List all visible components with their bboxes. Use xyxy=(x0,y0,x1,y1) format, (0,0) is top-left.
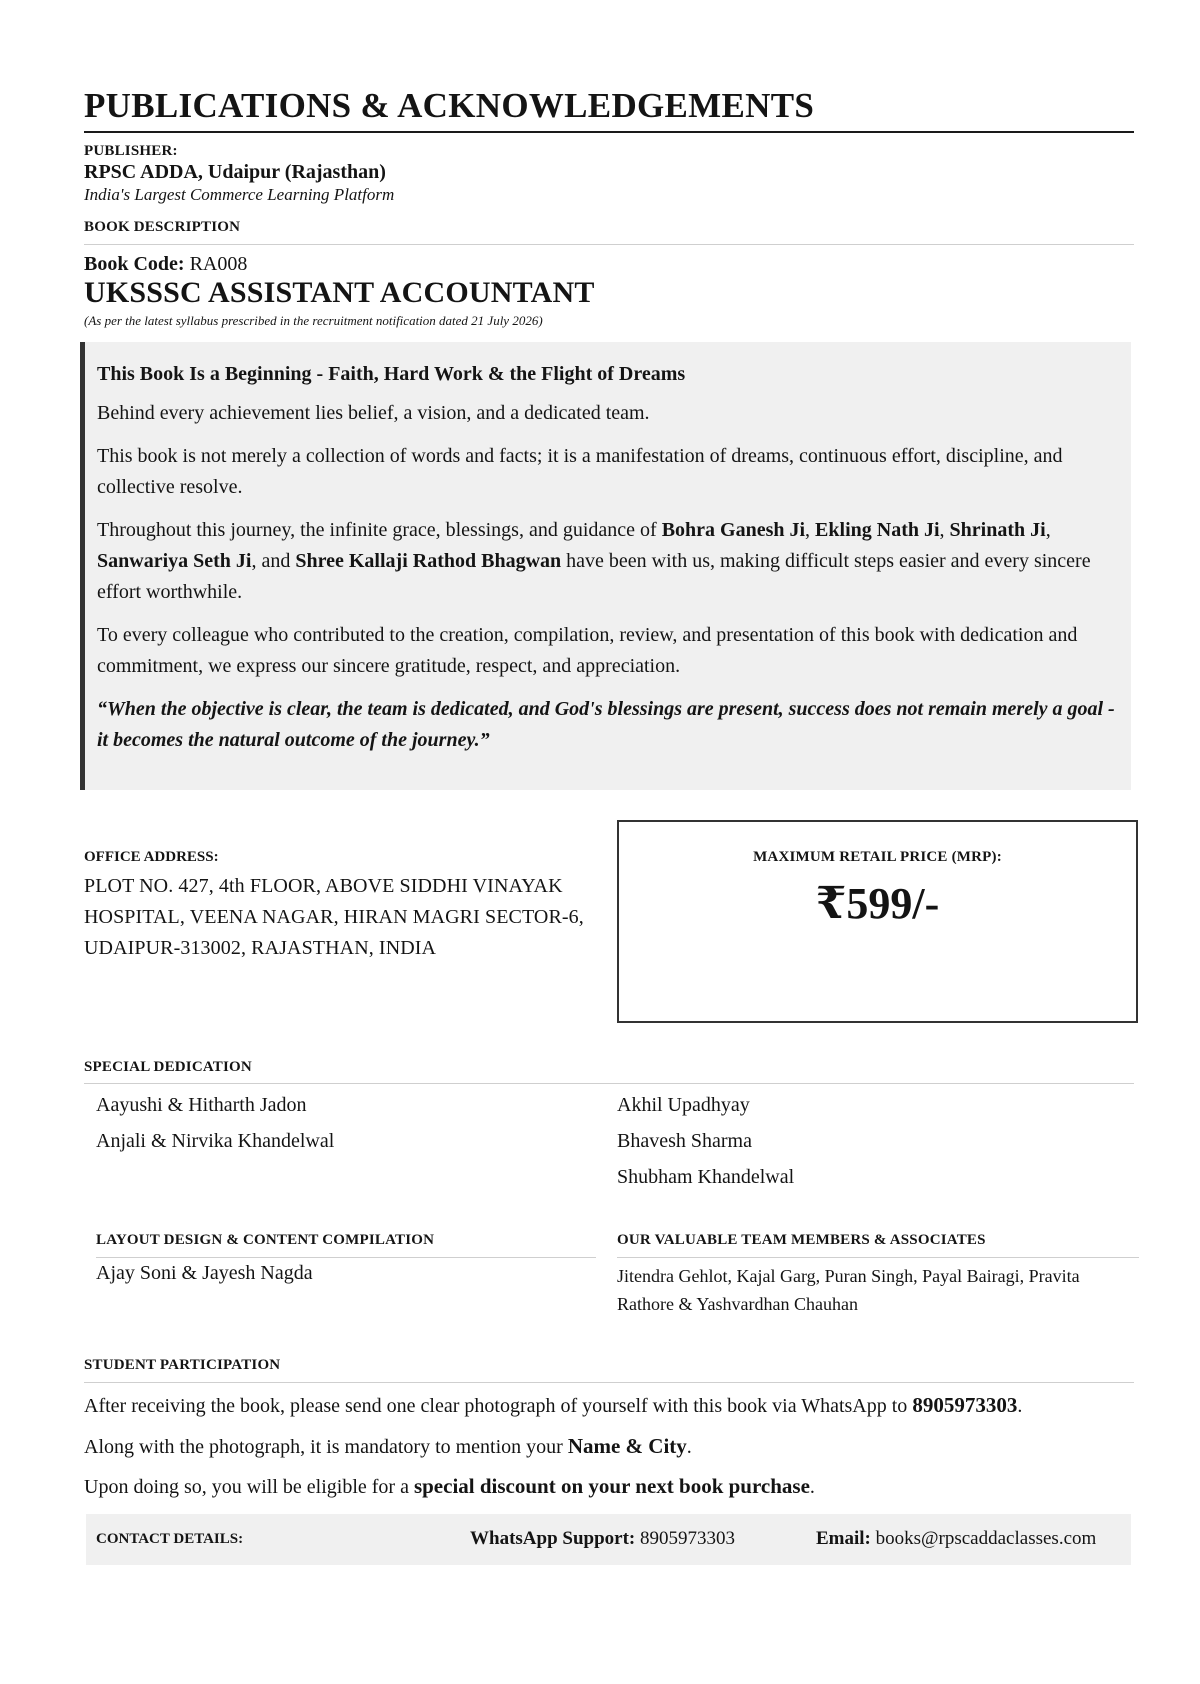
team-members-names: Jitendra Gehlot, Kajal Garg, Puran Singh, Payal Bairagi, Pravita Rathore & Yashvardhan Chauhan xyxy=(617,1266,1080,1314)
student-participation-label: STUDENT PARTICIPATION xyxy=(84,1357,281,1373)
mrp-box xyxy=(617,820,1138,1023)
acknowledgement-paragraph-4: To every colleague who contributed to the creation, compilation, review, and presentation of this book with dedication and commitment, we express our sincere gratitude, respect, and appreciation. xyxy=(97,624,1078,677)
mrp-label: MAXIMUM RETAIL PRICE (MRP): xyxy=(753,849,1002,865)
mrp-value: ₹599/- xyxy=(815,879,940,928)
publisher-tagline: India's Largest Commerce Learning Platform xyxy=(84,185,395,204)
layout-design-divider xyxy=(96,1257,596,1258)
book-syllabus-note: (As per the latest syllabus prescribed in the recruitment notification dated 21 July 2026) xyxy=(84,313,543,328)
name-city-emphasis: Name & City xyxy=(567,1434,687,1458)
contact-details-bar xyxy=(86,1514,1131,1565)
deity-name: Sanwariya Seth Ji xyxy=(97,550,252,572)
discount-emphasis: special discount on your next book purchase xyxy=(413,1474,810,1498)
office-address-label: OFFICE ADDRESS: xyxy=(84,849,219,865)
special-dedication-divider xyxy=(84,1083,1134,1084)
dedication-name: Akhil Upadhyay xyxy=(617,1094,750,1116)
deity-name: Ekling Nath Ji xyxy=(815,519,940,541)
deity-name: Shrinath Ji xyxy=(949,519,1046,541)
acknowledgement-quote: “When the objective is clear, the team is dedicated, and God's blessings are present, success does not remain merely a goal - it becomes the natural outcome of the journey.” xyxy=(97,698,1115,751)
dedication-name: Bhavesh Sharma xyxy=(617,1130,752,1152)
deity-name: Bohra Ganesh Ji xyxy=(661,519,806,541)
book-description-label: BOOK DESCRIPTION xyxy=(84,219,241,235)
acknowledgement-box xyxy=(80,342,1131,790)
layout-design-label: LAYOUT DESIGN & CONTENT COMPILATION xyxy=(96,1232,435,1248)
dedication-name: Shubham Khandelwal xyxy=(617,1166,795,1188)
contact-email-address: books@rpscaddaclasses.com xyxy=(875,1528,1097,1549)
student-instruction-1: After receiving the book, please send one clear photograph of yourself with this book via WhatsApp to 8905973303. xyxy=(84,1393,1023,1417)
book-code xyxy=(84,253,247,276)
office-address: PLOT NO. 427, 4th FLOOR, ABOVE SIDDHI VINAYAK HOSPITAL, VEENA NAGAR, HIRAN MAGRI SECTOR-6, UDAIPUR-313002, RAJASTHAN, INDIA xyxy=(84,875,584,959)
whatsapp-support-number: 8905973303 xyxy=(640,1528,735,1549)
book-title: UKSSSC ASSISTANT ACCOUNTANT xyxy=(84,276,595,309)
team-members-label: OUR VALUABLE TEAM MEMBERS & ASSOCIATES xyxy=(617,1232,986,1248)
acknowledgement-paragraph-2: This book is not merely a collection of words and facts; it is a manifestation of dreams, continuous effort, discipline, and collective resolve. xyxy=(97,445,1063,498)
student-instruction-2: Along with the photograph, it is mandatory to mention your Name & City. xyxy=(84,1434,692,1458)
contact-details-label: CONTACT DETAILS: xyxy=(96,1531,244,1547)
publisher-name: RPSC ADDA, Udaipur (Rajasthan) xyxy=(84,161,386,183)
acknowledgement-heading: This Book Is a Beginning - Faith, Hard Work & the Flight of Dreams xyxy=(97,363,686,385)
whatsapp-support: WhatsApp Support: 8905973303 xyxy=(470,1528,735,1549)
page-title: PUBLICATIONS & ACKNOWLEDGEMENTS xyxy=(84,86,815,125)
student-participation-divider xyxy=(84,1382,1134,1383)
title-divider xyxy=(84,131,1134,133)
whatsapp-number: 8905973303 xyxy=(912,1393,1018,1417)
acknowledgement-paragraph-1: Behind every achievement lies belief, a vision, and a dedicated team. xyxy=(97,402,650,424)
team-members-divider xyxy=(617,1257,1139,1258)
dedication-name: Aayushi & Hitharth Jadon xyxy=(96,1094,307,1116)
student-instruction-3: Upon doing so, you will be eligible for a special discount on your next book purchase. xyxy=(84,1474,815,1498)
dedication-name: Anjali & Nirvika Khandelwal xyxy=(96,1130,335,1152)
special-dedication-label: SPECIAL DEDICATION xyxy=(84,1059,252,1075)
book-description-divider xyxy=(84,244,1134,245)
contact-email: Email: books@rpscaddaclasses.com xyxy=(816,1528,1097,1549)
acknowledgement-paragraph-3: Throughout this journey, the infinite grace, blessings, and guidance of Bohra Ganesh Ji, Ekling Nath Ji, Shrinath Ji, Sanwariya Seth Ji, and Shree Kallaji Rathod Bhagwan have been with us, making difficult steps easier and every sincere effort worthwhile. xyxy=(97,519,1091,603)
book-code-label: Book Code: xyxy=(84,253,185,275)
deity-name: Shree Kallaji Rathod Bhagwan xyxy=(295,550,562,572)
layout-design-names: Ajay Soni & Jayesh Nagda xyxy=(96,1262,313,1284)
publisher-label: PUBLISHER: xyxy=(84,143,178,159)
book-code-value: RA008 xyxy=(189,253,248,275)
